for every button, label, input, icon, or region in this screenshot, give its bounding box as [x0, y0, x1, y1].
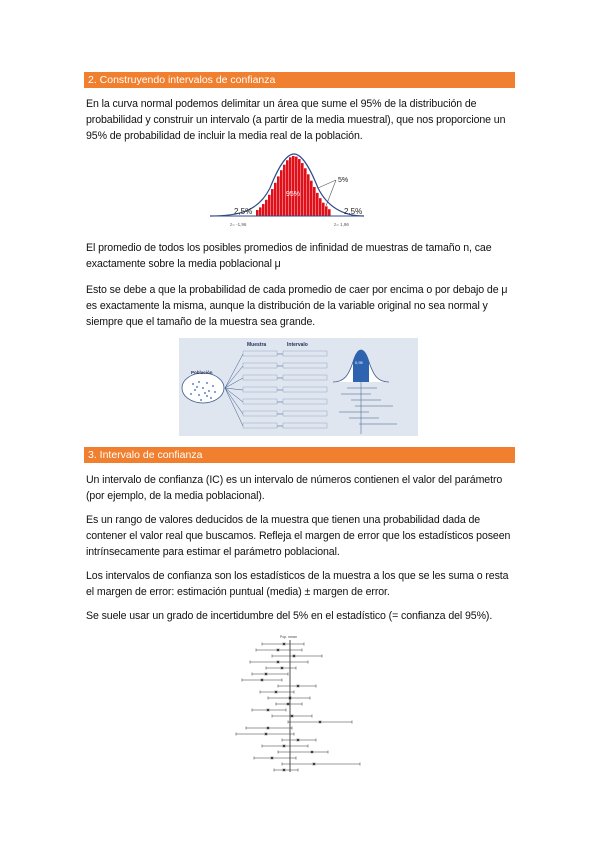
label-95: 95%	[286, 191, 301, 198]
sample-box	[243, 399, 277, 404]
normal-curve-svg	[208, 148, 366, 230]
histogram-bar	[304, 168, 307, 216]
histogram-bar	[319, 198, 322, 216]
histogram-bar	[310, 181, 313, 216]
histogram-bar	[286, 160, 289, 216]
ci-svg	[232, 632, 368, 774]
sample-arrow	[225, 388, 243, 402]
population-dot	[200, 399, 202, 401]
label-5: 5%	[338, 177, 349, 184]
interval-formula-box	[283, 387, 327, 392]
label-poblacion: Población	[191, 370, 213, 375]
population-dot	[192, 383, 194, 385]
population-dot	[190, 393, 192, 395]
label-left-z: z= -1,96	[230, 222, 247, 227]
histogram-bar	[271, 189, 274, 216]
population-dot	[210, 397, 212, 399]
label-095: 0,95	[355, 360, 363, 365]
confidence-intervals-figure	[232, 632, 368, 774]
sample-arrow	[225, 388, 243, 390]
histogram-bar	[262, 204, 265, 216]
histogram-bar	[316, 193, 319, 216]
normal-curve-figure	[208, 148, 366, 230]
population-dot	[196, 386, 198, 388]
sample-rows	[225, 351, 327, 428]
label-muestra: Muestra	[247, 342, 267, 348]
histogram-bar	[274, 183, 277, 216]
population-dot	[194, 389, 196, 391]
section-2-header	[84, 72, 515, 88]
histogram-bar	[259, 207, 262, 216]
population-dot	[202, 387, 204, 389]
sample-arrow	[225, 366, 243, 388]
label-intervalo: Intervalo	[287, 342, 308, 348]
population-dot	[214, 391, 216, 393]
interval-formula-box	[283, 363, 327, 368]
population-dot	[198, 381, 200, 383]
histogram-bar	[313, 187, 316, 216]
histogram-bar	[268, 195, 271, 216]
section-2-paragraph-2: El promedio de todos los posibles promedios de infinidad de muestras de tamaño n, cae exactamente sobre la media poblacional μ	[86, 242, 492, 270]
histogram-bar	[292, 156, 295, 216]
interval-formula-box	[283, 375, 327, 380]
section-3-title: 3. Intervalo de confianza	[88, 449, 203, 461]
histogram-bar	[256, 210, 259, 216]
section-3-paragraph-1: Un intervalo de confianza (IC) es un intervalo de números contienen el valor del parámetro (por ejemplo, de la media poblacional).	[86, 474, 503, 502]
ci-rows	[236, 643, 360, 772]
label-right-tail: 2,5%	[344, 207, 363, 216]
histogram-bar	[298, 159, 301, 216]
interval-bars	[339, 388, 397, 424]
histogram-bar	[307, 174, 310, 216]
population-dot	[206, 395, 208, 397]
sample-box	[243, 411, 277, 416]
interval-formula-box	[283, 411, 327, 416]
sample-arrow	[225, 388, 243, 414]
histogram-bar	[280, 170, 283, 216]
population-dot	[204, 392, 206, 394]
population-dot	[212, 385, 214, 387]
ci-top-label: Pop. mean	[280, 635, 297, 639]
sample-box	[243, 351, 277, 356]
section-2-paragraph-1: En la curva normal podemos delimitar un área que sume el 95% de la distribución de probabilidad y construir un intervalo (a partir de la media muestral), que nos proporcione un 95% de probabilidad de incluir la media real de la población.	[86, 98, 506, 142]
section-3-paragraph-2: Es un rango de valores deducidos de la muestra que tienen una probabilidad dada de contener el valor real que buscamos. Refleja el margen de error que los estadísticos poseen intrínsecamente para estimar el parámetro poblacional.	[86, 514, 511, 558]
interval-formula-box	[283, 351, 327, 356]
histogram-bar	[325, 206, 328, 216]
histogram-bar	[265, 200, 268, 216]
sample-box	[243, 423, 277, 428]
section-3-header	[84, 447, 515, 463]
interval-formula-box	[283, 423, 327, 428]
label-left-tail: 2,5%	[234, 207, 253, 216]
sample-box	[243, 375, 277, 380]
histogram-bar	[301, 163, 304, 216]
histogram-bar	[289, 157, 292, 216]
interval-formula-box	[283, 399, 327, 404]
population-dot	[206, 382, 208, 384]
sample-box	[243, 387, 277, 392]
population-dot	[198, 394, 200, 396]
section-3-paragraph-4: Se suele usar un grado de incertidumbre del 5% en el estadístico (= confianza del 95%).	[86, 610, 493, 622]
histogram-bar	[277, 176, 280, 216]
histogram-bar	[328, 209, 331, 216]
section-2-title: 2. Construyendo intervalos de confianza	[88, 74, 276, 86]
sample-box	[243, 363, 277, 368]
histogram-bar	[295, 157, 298, 216]
sampling-svg	[179, 338, 418, 436]
histogram-bar	[322, 203, 325, 216]
section-3-paragraph-3: Los intervalos de confianza son los estadísticos de la muestra a los que se les suma o resta el margen de error: estimación puntual (media) ± margen de error.	[86, 570, 509, 598]
population-dot	[208, 390, 210, 392]
sampling-figure	[179, 338, 418, 436]
label-right-z: z= 1,96	[334, 222, 349, 227]
sample-arrow	[225, 388, 243, 426]
section-2-paragraph-3: Esto se debe a que la probabilidad de cada promedio de caer por encima o por debajo de μ es exactamente la misma, aunque la distribución de la variable original no sea normal y siempre que el tamaño de la muestra sea grande.	[86, 284, 508, 328]
